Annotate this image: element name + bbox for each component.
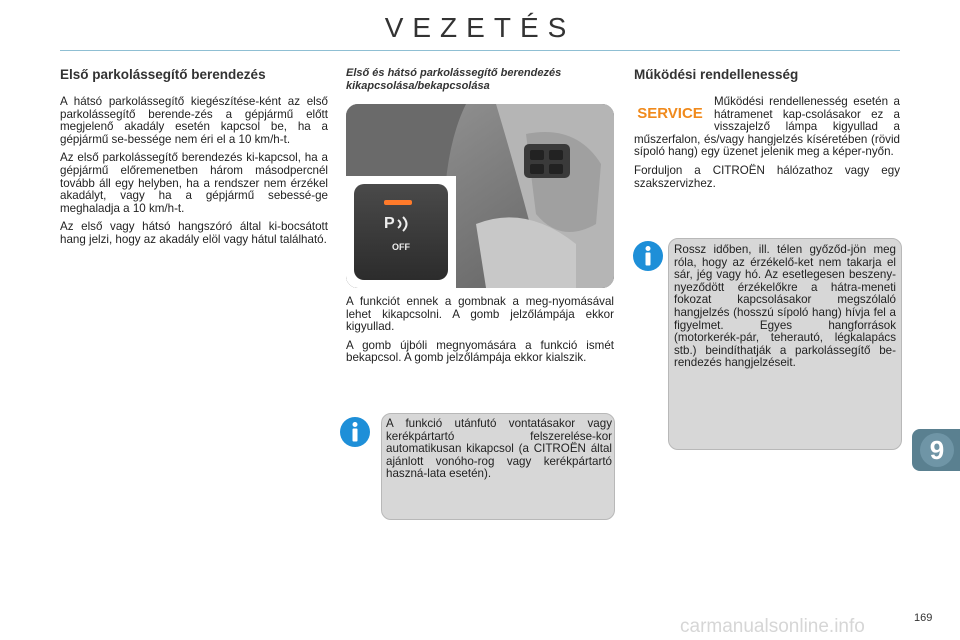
paragraph: Működési rendellenesség esetén a hátramenet kap-csolásakor ez a visszajelző lámpa kigyullad a műszerfalon, és/vagy hangjelzés kíséretében (rövid sípoló hang) egy üzenet jelenik meg a képer-nyőn. <box>634 95 900 159</box>
svg-text:P: P <box>384 215 395 232</box>
section-heading-malfunction: Működési rendellenesség <box>634 67 799 82</box>
paragraph: Forduljon a CITROËN hálózathoz vagy egy szakszervizhez. <box>634 163 900 190</box>
chapter-number: 9 <box>920 433 954 467</box>
section-body-malfunction <box>634 96 900 196</box>
paragraph: A funkciót ennek a gombnak a meg-nyomásával lehet kikapcsolni. A gomb jelzőlámpája ekkor kigyullad. <box>346 295 614 334</box>
section-heading-deactivation: Első és hátsó parkolássegítő berendezés kikapcsolása/bekapcsolása <box>346 67 562 92</box>
paragraph: A gomb újbóli megnyomására a funkció ismét bekapcsol. A gomb jelzőlámpája ekkor kialszik. <box>346 338 614 365</box>
paragraph: Az első parkolássegítő berendezés ki-kapcsol, ha a gépjármű előremenetben három másodpercnél tovább áll egy helyben, ha a rendszer nem érzékel akadályt, vagy ha a gépjármű sebessé-ge meghaladja a 10 km/h-t. <box>60 151 328 215</box>
service-label: SERVICE <box>637 105 703 122</box>
info-icon <box>633 241 663 271</box>
off-button-label: OFF <box>392 242 410 252</box>
section-body-deactivation <box>346 296 614 371</box>
info-note-weather-text: Rossz időben, ill. télen győződ-jön meg róla, hogy az érzékelő-ket nem takarja el sár, jég vagy hó. Az esetlegesen beszeny-nyeződött érzékelőkre a hátra-meneti fokozat kapcsolásakor megszólaló hangjelzés (hosszú sípoló hang) hívja fel a figyelmet. Egyes hangforrások (motorkerék-pár, teherautó, légkalapács stb.) beindíthatják a parkolássegítő be-rendezés hangjelzéseit. <box>674 243 896 370</box>
info-icon <box>340 417 370 447</box>
paragraph: A hátsó parkolássegítő kiegészítése-ként az első parkolássegítő berende-zés a gépjármű előtt megjelenő akadály esetén kapcsol be, ha a gépjármű se-bessége nem éri el a 10 km/h-t. <box>60 95 328 146</box>
chapter-tab <box>912 429 960 471</box>
page-number: 169 <box>914 612 933 624</box>
page-title: VEZETÉS <box>384 12 576 43</box>
section-heading-front-parking-assist: Első parkolássegítő berendezés <box>60 67 266 82</box>
service-warning-icon <box>634 98 706 128</box>
paragraph: Az első vagy hátsó hangszóró által ki-bocsátott hang jelzi, hogy az akadály elöl vagy hátul található. <box>60 220 328 246</box>
dashboard-illustration <box>346 104 614 288</box>
dashboard-photo <box>346 104 614 288</box>
watermark: carmanualsonline.info <box>680 616 865 637</box>
section-body-front-parking-assist <box>60 96 328 253</box>
info-note-towing-text: A funkció utánfutó vontatásakor vagy kerékpártartó felszerelése-kor automatikusan kikapcsol (a CITROËN által ajánlott vonóho-rog vagy kerékpártartó haszná-lata esetén). <box>386 417 612 481</box>
title-divider <box>60 50 900 51</box>
